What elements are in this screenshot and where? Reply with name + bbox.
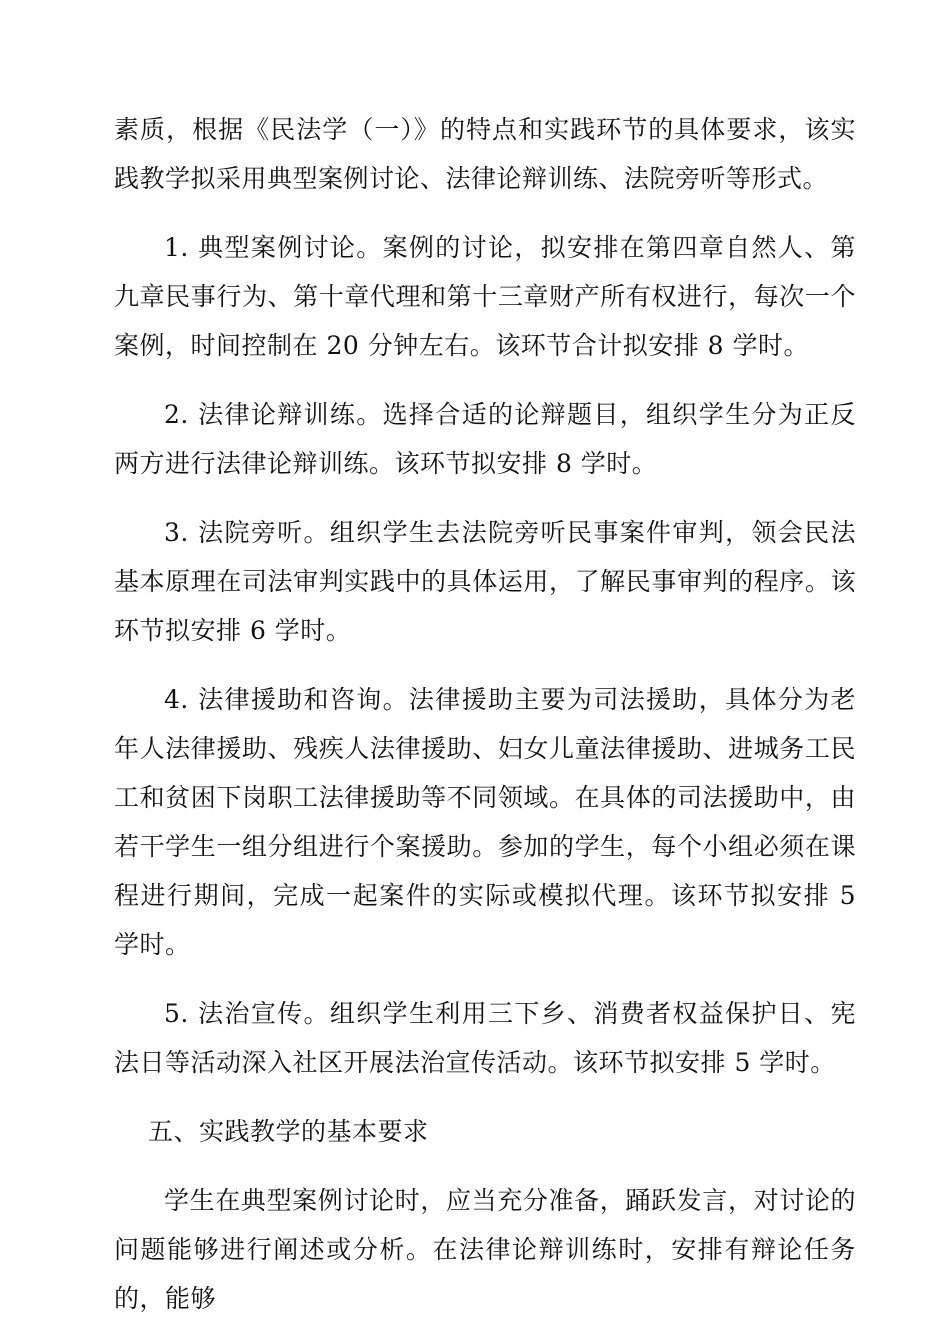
document-body <box>114 105 856 1343</box>
paragraph-court-observation: 3. 法院旁听。组织学生去法院旁听民事案件审判，领会民法基本原理在司法审判实践中的具体运用，了解民事审判的程序。该环节拟安排 6 学时。 <box>114 518 856 645</box>
paragraph-intro-continuation: 素质，根据《民法学（一）》的特点和实践环节的具体要求，该实践教学拟采用典型案例讨论、法律论辩训练、法院旁听等形式。 <box>114 115 856 193</box>
paragraph-case-discussion: 1. 典型案例讨论。案例的讨论，拟安排在第四章自然人、第九章民事行为、第十章代理和第十三章财产所有权进行，每次一个案例，时间控制在 20 分钟左右。该环节合计拟安排 8 学时。 <box>114 233 856 360</box>
paragraph-legal-aid: 4. 法律援助和咨询。法律援助主要为司法援助，具体分为老年人法律援助、残疾人法律援助、妇女儿童法律援助、进城务工民工和贫困下岗职工法律援助等不同领域。在具体的司法援助中，由若干学生一组分组进行个案援助。参加的学生，每个小组必须在课程进行期间，完成一起案件的实际或模拟代理。该环节拟安排 5 学时。 <box>114 685 856 959</box>
paragraph-legal-publicity: 5. 法治宣传。组织学生利用三下乡、消费者权益保护日、宪法日等活动深入社区开展法治宣传活动。该环节拟安排 5 学时。 <box>114 999 856 1077</box>
section-heading: 五、实践教学的基本要求 <box>148 1117 429 1146</box>
paragraph-requirements: 学生在典型案例讨论时，应当充分准备，踊跃发言，对讨论的问题能够进行阐述或分析。在法律论辩训练时，安排有辩论任务的，能够 <box>114 1186 856 1313</box>
paragraph-legal-debate: 2. 法律论辩训练。选择合适的论辩题目，组织学生分为正反两方进行法律论辩训练。该环节拟安排 8 学时。 <box>114 400 856 478</box>
